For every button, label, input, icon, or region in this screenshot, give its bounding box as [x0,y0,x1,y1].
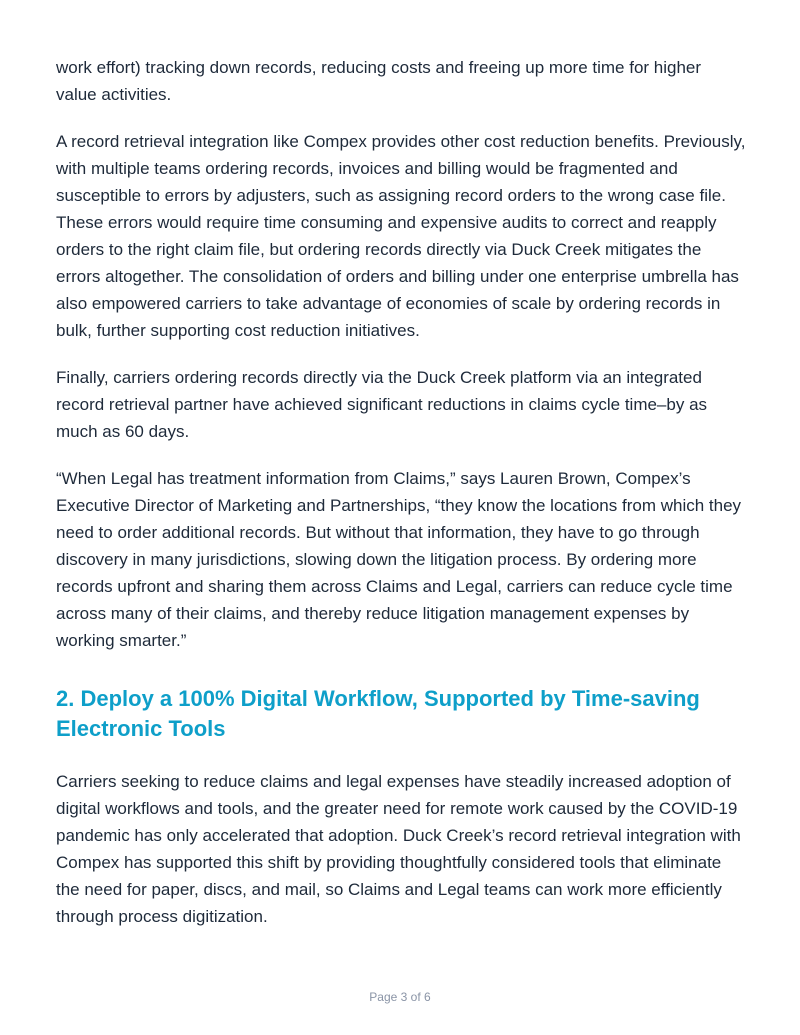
paragraph-cost-reduction-continued: work effort) tracking down records, reducing costs and freeing up more time for higher value activities. [56,58,702,104]
page-number: Page 3 of 6 [369,990,431,1004]
document-body [56,54,746,950]
paragraph-quote-lauren-brown: “When Legal has treatment information from Claims,” says Lauren Brown, Compex’s Executive Director of Marketing and Partnerships, “they know the locations from which they need to order additional records. But without that information, they have to go through discovery in many jurisdictions, slowing down the litigation process. By ordering more records upfront and sharing them across Claims and Legal, carriers can reduce cycle time across many of their claims, and thereby reduce litigation management expenses by working smarter.” [56,469,742,650]
paragraph-cycle-time: Finally, carriers ordering records directly via the Duck Creek platform via an integrated record retrieval partner have achieved significant reductions in claims cycle time–by as much as 60 days. [56,368,708,441]
paragraph-digital-workflow: Carriers seeking to reduce claims and legal expenses have steadily increased adoption of digital workflows and tools, and the greater need for remote work caused by the COVID-19 pandemic has only accelerated that adoption. Duck Creek’s record retrieval integration with Compex has supported this shift by providing thoughtfully considered tools that eliminate the need for paper, discs, and mail, so Claims and Legal teams can work more efficiently through process digitization. [56,772,741,926]
section-heading: 2. Deploy a 100% Digital Workflow, Supported by Time-saving Electronic Tools [56,686,700,741]
paragraph-compex-benefits: A record retrieval integration like Compex provides other cost reduction benefits. Previously, with multiple teams ordering records, invoices and billing would be fragmented and susceptible to errors by adjusters, such as assigning record orders to the wrong case file. These errors would require time consuming and expensive audits to correct and reapply orders to the right claim file, but ordering records directly via Duck Creek mitigates the errors altogether. The consolidation of orders and billing under one enterprise umbrella has also empowered carriers to take advantage of economies of scale by ordering records in bulk, further supporting cost reduction initiatives. [56,132,746,340]
